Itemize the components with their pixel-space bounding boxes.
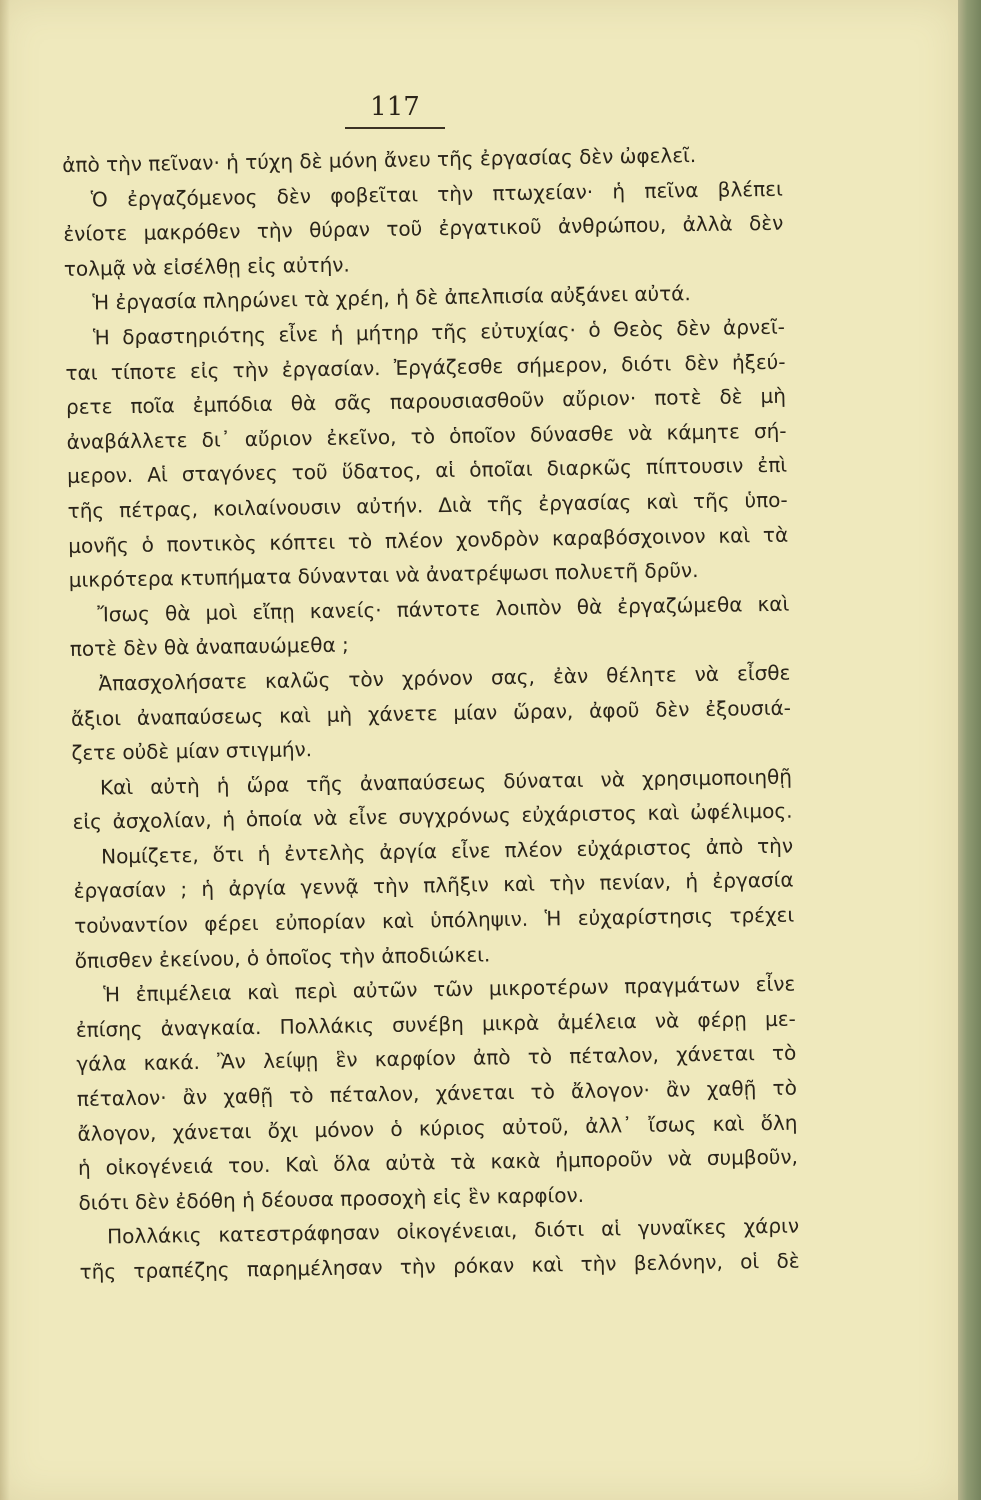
- text-line: Πολλάκις κατεστράφησαν οἰκογένειαι, διότι αἱ γυναῖκες χάριν: [106, 1213, 800, 1249]
- text-line: διότι δὲν ἐδόθη ἡ δέουσα προσοχὴ εἰς ἓν καρφίον.: [78, 1182, 585, 1215]
- text-line: μικρότερα κτυπήματα δύνανται νὰ ἀνατρέψωσι πολυετῆ δρῦν.: [68, 558, 699, 593]
- text-line: μονῆς ὁ ποντικὸς κόπτει τὸ πλέον χονδρὸν καραβόσχοινον καὶ τὰ: [68, 522, 789, 558]
- text-line: ποτὲ δὲν θὰ ἀναπαυώμεθα ;: [69, 632, 350, 662]
- text-line: μερον. Αἱ σταγόνες τοῦ ὕδατος, αἱ ὁποῖαι διαρκῶς πίπτουσιν ἐπὶ: [66, 452, 788, 489]
- text-line: πέταλον· ἂν χαθῇ τὸ πέταλον, χάνεται τὸ ἄλογον· ἂν χαθῇ τὸ: [76, 1075, 798, 1111]
- text-line: Καὶ αὐτὴ ἡ ὥρα τῆς ἀναπαύσεως δύναται νὰ χρησιμοποιηθῇ: [99, 764, 793, 800]
- body-text: [62, 137, 800, 1290]
- text-line: ἐνίοτε μακρόθεν τὴν θύραν τοῦ ἐργατικοῦ ἀνθρώπου, ἀλλὰ δὲν: [63, 210, 784, 247]
- text-line: ρετε ποῖα ἐμπόδια θὰ σᾶς παρουσιασθοῦν αὔριον· ποτὲ δὲ μὴ: [65, 383, 787, 420]
- text-line: ἐπίσης ἀναγκαία. Πολλάκις συνέβη μικρὰ ἀμέλεια νὰ φέρῃ με-: [75, 1006, 796, 1042]
- text-line: Νομίζετε, ὅτι ἡ ἐντελὴς ἀργία εἶνε πλέον εὐχάριστος ἀπὸ τὴν: [100, 833, 794, 869]
- text-line: τολμᾷ νὰ εἰσέλθῃ εἰς αὐτήν.: [63, 252, 350, 281]
- text-line: Ὁ ἐργαζόμενος δὲν φοβεῖται τὴν πτωχείαν· ἡ πεῖνα βλέπει: [90, 176, 783, 212]
- text-line: ἀναβάλλετε δι᾽ αὔριον ἐκεῖνο, τὸ ὁποῖον δύνασθε νὰ κάμητε σή-: [66, 418, 787, 454]
- text-line: Ἡ δραστηριότης εἶνε ἡ μήτηρ τῆς εὐτυχίας· ὁ Θεὸς δὲν ἀρνεῖ-: [92, 314, 786, 350]
- text-line: τοὐναντίον φέρει εὐπορίαν καὶ ὑπόληψιν. Ἡ εὐχαρίστησις τρέχει: [74, 902, 795, 938]
- text-line: εἰς ἀσχολίαν, ἡ ὁποία νὰ εἶνε συγχρόνως εὐχάριστος καὶ ὠφέλιμος.: [72, 798, 793, 835]
- text-line: ἄλογον, χάνεται ὄχι μόνον ὁ κύριος αὐτοῦ, ἀλλ᾽ ἴσως καὶ ὅλη: [77, 1110, 798, 1146]
- book-edge: [958, 0, 981, 1500]
- text-line: ὄπισθεν ἐκείνου, ὁ ὁποῖος τὴν ἀποδιώκει.: [74, 942, 491, 973]
- page-number: 117: [370, 92, 420, 122]
- text-line: γάλα κακά. Ἂν λείψῃ ἓν καρφίον ἀπὸ τὸ πέταλον, χάνεται τὸ: [76, 1041, 797, 1077]
- text-line: Ἴσως θὰ μοὶ εἴπῃ κανείς· πάντοτε λοιπὸν θὰ ἐργαζώμεθα καὶ: [97, 591, 790, 627]
- text-line: Ἀπασχολήσατε καλῶς τὸν χρόνον σας, ἐὰν θέλητε νὰ εἶσθε: [98, 660, 791, 696]
- text-line: Ἡ ἐπιμέλεια καὶ περὶ αὐτῶν τῶν μικροτέρων πραγμάτων εἶνε: [103, 971, 796, 1007]
- text-line: ἄξιοι ἀναπαύσεως καὶ μὴ χάνετε μίαν ὥραν, ἀφοῦ δὲν ἐξουσιά-: [70, 695, 792, 731]
- text-line: ζετε οὐδὲ μίαν στιγμήν.: [71, 737, 313, 766]
- text-line: ἡ οἰκογένειά του. Καὶ ὅλα αὐτὰ τὰ κακὰ ἠμποροῦν νὰ συμβοῦν,: [77, 1144, 799, 1181]
- text-line: τῆς πέτρας, κοιλαίνουσιν αὐτήν. Διὰ τῆς ἐργασίας καὶ τῆς ὑπο-: [67, 487, 788, 523]
- text-line: ἐργασίαν ; ἡ ἀργία γεννᾷ τὴν πλῆξιν καὶ τὴν πενίαν, ἡ ἐργασία: [73, 868, 794, 904]
- text-line: ται τίποτε εἰς τὴν ἐργασίαν. Ἐργάζεσθε σήμερον, διότι δὲν ἠξεύ-: [65, 349, 786, 385]
- text-line: Ἡ ἐργασία πληρώνει τὰ χρέη, ἡ δὲ ἀπελπισία αὐξάνει αὐτά.: [92, 281, 691, 315]
- page-number-rule: [345, 127, 445, 129]
- text-line: ἀπὸ τὴν πεῖναν· ἡ τύχη δὲ μόνη ἄνευ τῆς ἐργασίας δὲν ὠφελεῖ.: [62, 143, 697, 177]
- text-line: τῆς τραπέζης παρημέλησαν τὴν ρόκαν καὶ τὴν βελόνην, οἱ δὲ: [79, 1248, 800, 1284]
